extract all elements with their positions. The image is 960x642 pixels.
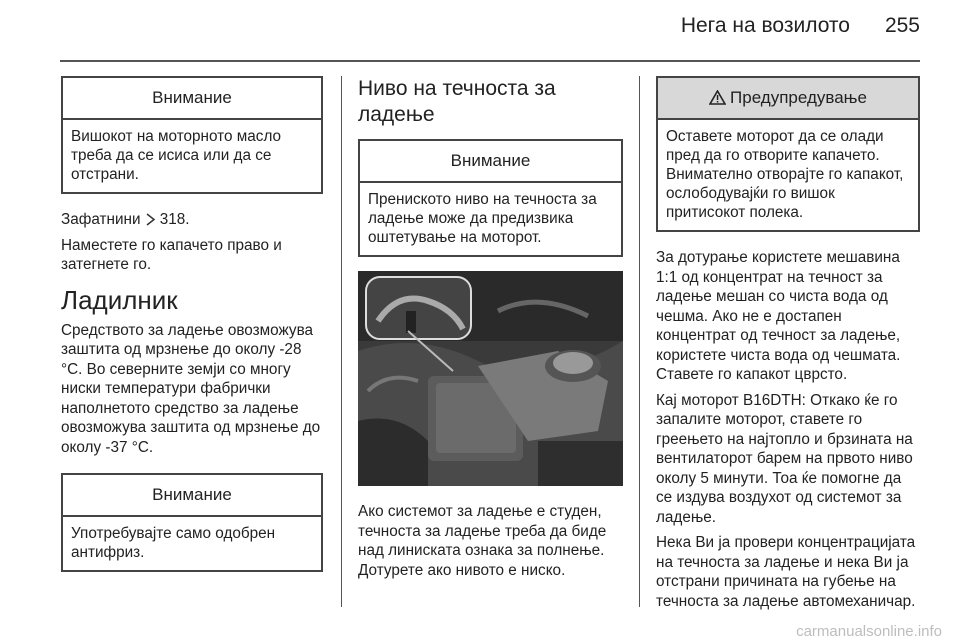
caution-heading: Внимание: [63, 78, 321, 120]
paragraph: Нека Ви ја провери концентрацијата на течноста за ладење и нека Ви ја отстрани причината на губење на течноста за ладење автомеханичар.: [656, 534, 916, 610]
caution-text: Вишокот на моторното масло треба да се исиса или да се отстрани.: [71, 128, 282, 183]
column-divider-1: [341, 76, 342, 607]
caution-heading: Внимание: [360, 141, 621, 183]
header-divider: [60, 60, 920, 62]
caution-box-coolant: [358, 139, 623, 257]
caution-text: Употребувајте само одобрен антифриз.: [71, 525, 276, 561]
caution-box-antifreeze: [61, 473, 323, 572]
paragraph: Наместете го капачето право и затегнете го.: [61, 236, 282, 273]
page-title: Нега на возилото: [680, 14, 850, 37]
paragraph: Кај моторот B16DTH: Откако ќе го запалите моторот, ставете го греењето на најтопло и брзината на вентилаторот барем на првото ниво околу 5 минути. Тоа ќе помогне да се издува воздухот од системот за ладење.: [656, 391, 913, 526]
column-right: [656, 76, 920, 617]
caution-box-oil: [61, 76, 323, 194]
warning-text: Оставете моторот да се олади пред да го отворите капачето. Внимателно отворајте го капакот, ослободувајќи го вишок притисокот полека.: [666, 128, 904, 221]
watermark: carmanualsonline.info: [796, 623, 942, 640]
engine-bay-photo: [358, 271, 623, 486]
paragraph: Средството за ладење овозможува заштита од мрзнење до околу -28 °C. Во северните земји со многу ниски температури фабрички наполнетото средство за ладење овозможува заштита од мрзнење до околу -37 °C.: [61, 321, 321, 456]
capacity-reference: [61, 210, 323, 230]
caution-heading: Внимание: [63, 475, 321, 517]
reference-page[interactable]: 318.: [159, 211, 190, 228]
column-middle: [358, 76, 623, 586]
section-subtitle-coolant-level: Ниво на течноста за ладење: [358, 77, 556, 126]
warning-box: [656, 76, 920, 232]
warning-triangle-icon: [709, 90, 726, 105]
column-left: [61, 76, 323, 586]
column-divider-2: [639, 76, 640, 607]
warning-heading: [658, 78, 918, 120]
section-title-radiator: Ладилник: [61, 284, 178, 315]
page-ref-arrow-icon: [145, 213, 156, 226]
page-header: [60, 0, 920, 62]
warning-heading-text: Предупредување: [730, 88, 867, 107]
paragraph: Ако системот за ладење е студен, течноста за ладење треба да биде над линиската ознака за полнење. Дотурете ако нивото е ниско.: [358, 503, 607, 579]
page-number: 255: [884, 14, 920, 37]
paragraph: За дотурање користете мешавина 1:1 од концентрат на течност за ладење мешан со чиста вода од чешма. Ако не е достапен концентрат од течност за ладење, користете чиста вода од чешмата. Ставете го капакот цврсто.: [656, 249, 901, 383]
reference-label: Зафатнини: [61, 211, 141, 228]
caution-text: Прениското ниво на течноста за ладење може да предизвика оштетување на моторот.: [368, 191, 597, 246]
